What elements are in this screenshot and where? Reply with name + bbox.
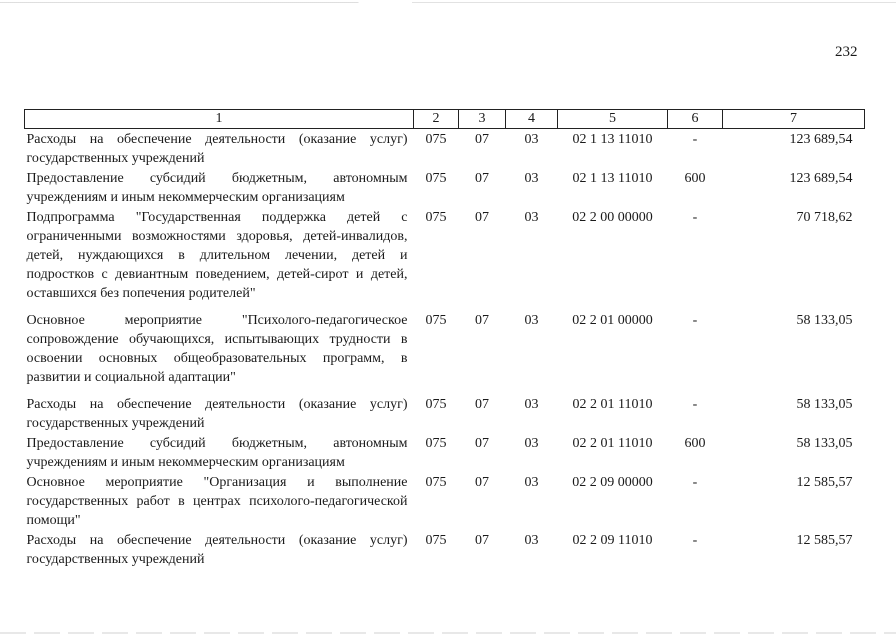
table-row xyxy=(25,394,865,433)
cell-csr: 02 2 09 11010 xyxy=(572,533,653,548)
table-row xyxy=(25,433,865,472)
cell-rz: 07 xyxy=(475,132,489,147)
cell-name: Предоставление субсидий бюджетным, автономным учреждениям и иным некоммерческим организациям xyxy=(26,171,408,205)
cell-pr: 03 xyxy=(524,436,539,451)
cell-rz: 07 xyxy=(475,533,489,548)
page-number: 232 xyxy=(835,44,858,60)
cell-sum: 58 133,05 xyxy=(796,397,853,412)
cell-vr: - xyxy=(692,313,698,328)
cell-vr: - xyxy=(692,533,698,548)
budget-table xyxy=(24,109,865,569)
cell-sum: 123 689,54 xyxy=(789,132,853,147)
cell-grbs: 075 xyxy=(425,313,447,328)
header-col-3: 3 xyxy=(459,110,506,129)
header-col-7: 7 xyxy=(723,110,865,129)
cell-pr: 03 xyxy=(524,210,539,225)
cell-name: Расходы на обеспечение деятельности (оказание услуг) государственных учреждений xyxy=(26,132,408,166)
table-row xyxy=(25,207,865,310)
cell-grbs: 075 xyxy=(425,171,447,186)
cell-sum: 70 718,62 xyxy=(796,210,853,225)
header-col-6: 6 xyxy=(668,110,723,129)
cell-name: Основное мероприятие "Психолого-педагогическое сопровождение обучающихся, испытывающих трудности в освоении основных общеобразовательных программ, в развитии и социальной адаптации" xyxy=(26,313,408,385)
header-col-5: 5 xyxy=(558,110,668,129)
cell-grbs: 075 xyxy=(425,533,447,548)
cell-rz: 07 xyxy=(475,313,489,328)
table-row xyxy=(25,310,865,394)
header-col-4: 4 xyxy=(506,110,558,129)
cell-csr: 02 2 01 00000 xyxy=(572,313,653,328)
cell-vr: - xyxy=(692,475,698,490)
table-row xyxy=(25,168,865,207)
table-row xyxy=(25,472,865,530)
cell-sum: 12 585,57 xyxy=(796,475,853,490)
cell-sum: 12 585,57 xyxy=(796,533,853,548)
cell-vr: 600 xyxy=(684,171,706,186)
cell-vr: - xyxy=(692,210,698,225)
cell-name: Подпрограмма "Государственная поддержка детей с ограниченными возможностями здоровья, детей-инвалидов, детей, нуждающихся в длительном лечении, детей и подростков с девиантным поведением, детей-сирот и детей, оставшихся без попечения родителей" xyxy=(26,210,408,301)
cell-pr: 03 xyxy=(524,533,539,548)
cell-pr: 03 xyxy=(524,313,539,328)
cell-grbs: 075 xyxy=(425,132,447,147)
cell-sum: 58 133,05 xyxy=(796,436,853,451)
table-row xyxy=(25,129,865,169)
cell-pr: 03 xyxy=(524,475,539,490)
cell-rz: 07 xyxy=(475,397,489,412)
cell-csr: 02 2 09 00000 xyxy=(572,475,653,490)
scan-edge-top xyxy=(0,2,896,3)
cell-pr: 03 xyxy=(524,171,539,186)
header-col-2: 2 xyxy=(414,110,459,129)
cell-rz: 07 xyxy=(475,436,489,451)
cell-name: Расходы на обеспечение деятельности (оказание услуг) государственных учреждений xyxy=(26,397,408,431)
scan-edge-bottom xyxy=(0,632,896,634)
table-header-row xyxy=(25,110,865,129)
cell-rz: 07 xyxy=(475,171,489,186)
cell-grbs: 075 xyxy=(425,397,447,412)
cell-rz: 07 xyxy=(475,475,489,490)
cell-csr: 02 2 01 11010 xyxy=(572,436,653,451)
cell-grbs: 075 xyxy=(425,436,447,451)
cell-vr: 600 xyxy=(684,436,706,451)
cell-sum: 123 689,54 xyxy=(789,171,853,186)
header-col-1: 1 xyxy=(25,110,414,129)
cell-rz: 07 xyxy=(475,210,489,225)
cell-name: Расходы на обеспечение деятельности (оказание услуг) государственных учреждений xyxy=(26,533,408,567)
cell-csr: 02 2 01 11010 xyxy=(572,397,653,412)
cell-name: Основное мероприятие "Организация и выполнение государственных работ в центрах психолого-педагогической помощи" xyxy=(26,475,408,528)
cell-grbs: 075 xyxy=(425,210,447,225)
cell-csr: 02 1 13 11010 xyxy=(572,171,653,186)
cell-name: Предоставление субсидий бюджетным, автономным учреждениям и иным некоммерческим организациям xyxy=(26,436,408,470)
cell-csr: 02 2 00 00000 xyxy=(572,210,653,225)
cell-sum: 58 133,05 xyxy=(796,313,853,328)
cell-vr: - xyxy=(692,132,698,147)
cell-vr: - xyxy=(692,397,698,412)
cell-pr: 03 xyxy=(524,132,539,147)
cell-grbs: 075 xyxy=(425,475,447,490)
cell-pr: 03 xyxy=(524,397,539,412)
table-row xyxy=(25,530,865,569)
cell-csr: 02 1 13 11010 xyxy=(572,132,653,147)
